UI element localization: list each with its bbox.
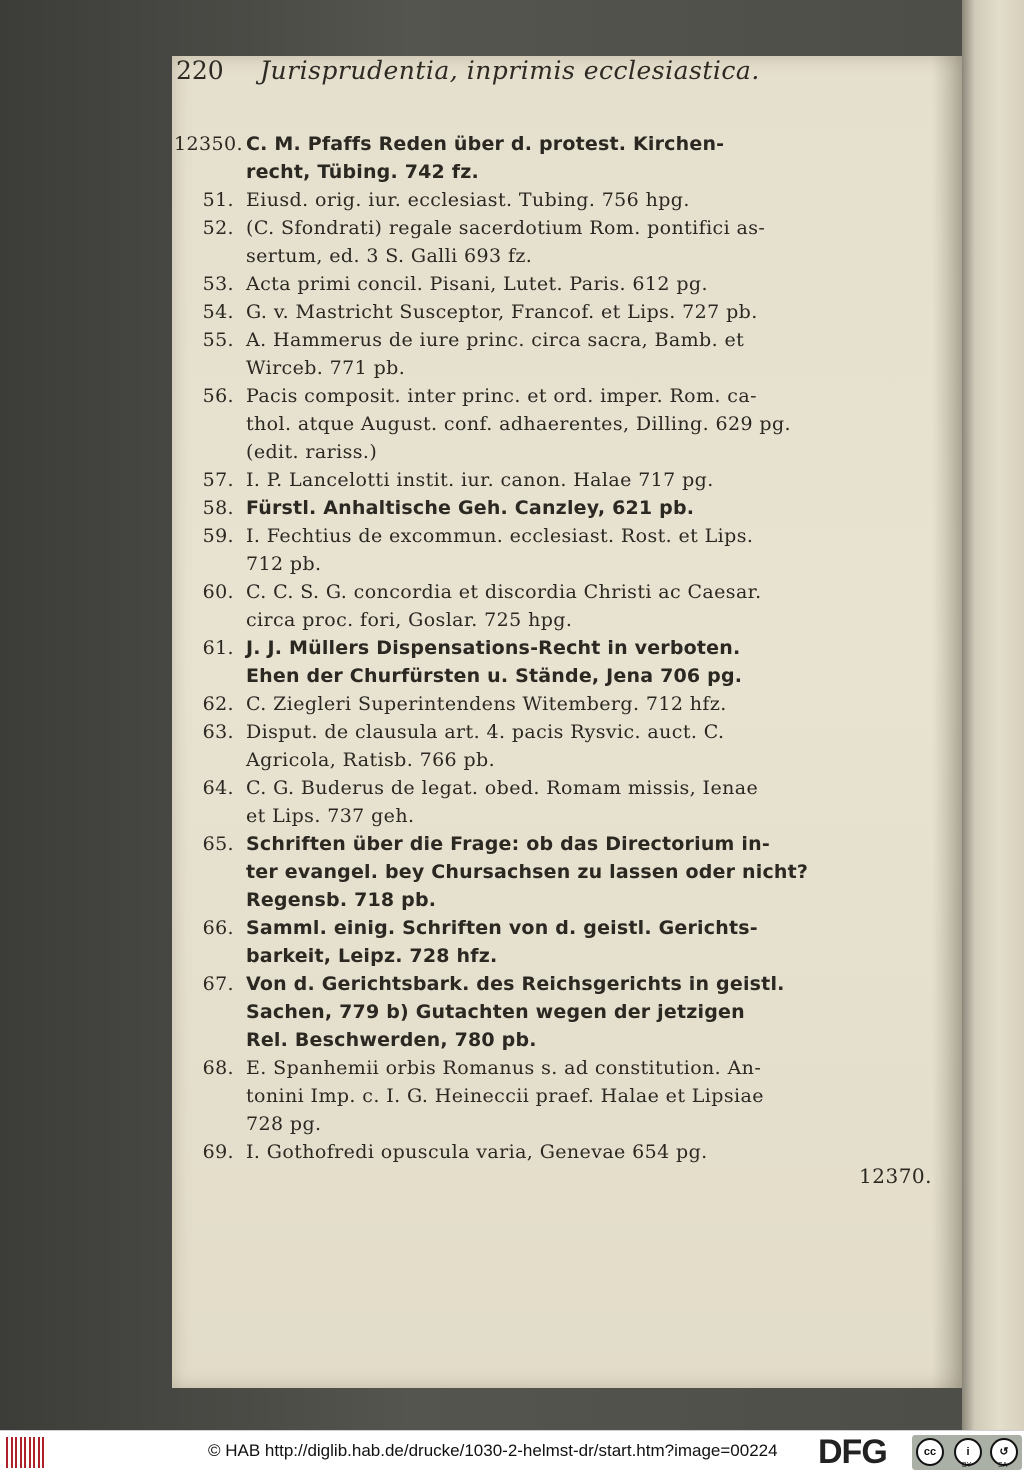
catalog-entry [174, 186, 934, 214]
entry-line: Regensb. 718 pb. [246, 889, 437, 911]
entry-number: 63. [202, 721, 234, 743]
hab-logo-icon [6, 1437, 46, 1468]
catalog-entry [174, 970, 934, 1054]
entry-line: ter evangel. bey Chursachsen zu lassen oder nicht? [246, 861, 809, 883]
catalog-entry [174, 270, 934, 298]
entry-number: 69. [202, 1141, 234, 1163]
entry-text [246, 578, 934, 634]
entry-line: G. v. Mastricht Susceptor, Francof. et Lips. 727 pb. [246, 301, 758, 323]
catalog-entry [174, 774, 934, 830]
entry-line: circa proc. fori, Goslar. 725 hpg. [246, 609, 573, 631]
entry-line: thol. atque August. conf. adhaerentes, Dilling. 629 pg. [246, 413, 791, 435]
entry-number: 52. [202, 217, 234, 239]
entry-line: et Lips. 737 geh. [246, 805, 415, 827]
catalog-entry [174, 578, 934, 634]
catalog-entry [174, 214, 934, 270]
entry-number: 64. [202, 777, 234, 799]
entry-number: 67. [202, 973, 234, 995]
entry-number: 53. [202, 273, 234, 295]
entry-line: C. G. Buderus de legat. obed. Romam missis, Ienae [246, 777, 759, 799]
entry-number: 54. [202, 301, 234, 323]
running-head [176, 56, 916, 96]
sa-label: SA [998, 1462, 1008, 1469]
dfg-logo: DFG [818, 1433, 887, 1471]
viewer-footer [0, 1430, 1024, 1474]
entry-number: 60. [202, 581, 234, 603]
entry-line: Ehen der Churfürsten u. Stände, Jena 706 pg. [246, 665, 743, 687]
catalog-entry [174, 830, 934, 914]
catalog-entry [174, 914, 934, 970]
entry-text [246, 466, 934, 494]
entry-text [246, 914, 934, 970]
by-label: BY [962, 1462, 972, 1469]
catalog-entry [174, 326, 934, 382]
entry-text [246, 830, 934, 914]
entry-line: Von d. Gerichtsbark. des Reichsgerichts in geistl. [246, 973, 785, 995]
entry-line: C. Ziegleri Superintendens Witemberg. 712 hfz. [246, 693, 727, 715]
catalog-entry [174, 690, 934, 718]
catalog-entry [174, 382, 934, 466]
entry-text [246, 970, 934, 1054]
entry-number: 62. [202, 693, 234, 715]
entry-line: C. M. Pfaffs Reden über d. protest. Kirchen- [246, 133, 725, 155]
by-icon: i [954, 1438, 982, 1466]
entry-line: Agricola, Ratisb. 766 pb. [246, 749, 496, 771]
entry-number: 68. [202, 1057, 234, 1079]
catalog-entry [174, 1054, 934, 1138]
entry-line: J. J. Müllers Dispensations-Recht in verboten. [246, 637, 741, 659]
entry-line: Schriften über die Frage: ob das Directorium in- [246, 833, 770, 855]
entry-line: tonini Imp. c. I. G. Heineccii praef. Halae et Lipsiae [246, 1085, 764, 1107]
entry-line: Fürstl. Anhaltische Geh. Canzley, 621 pb. [246, 497, 695, 519]
catalog-entry [174, 1138, 934, 1166]
entry-line: sertum, ed. 3 S. Galli 693 fz. [246, 245, 533, 267]
catalog-entry [174, 634, 934, 690]
entry-number: 58. [202, 497, 234, 519]
entry-line: (C. Sfondrati) regale sacerdotium Rom. pontifici as- [246, 217, 766, 239]
catalog-entry [174, 466, 934, 494]
entry-line: I. Fechtius de excommun. ecclesiast. Rost. et Lips. [246, 525, 754, 547]
entry-line: Pacis composit. inter princ. et ord. imper. Rom. ca- [246, 385, 757, 407]
entry-text [246, 718, 934, 774]
catchword: 12370. [859, 1164, 932, 1188]
entry-number: 65. [202, 833, 234, 855]
entry-text [246, 1138, 934, 1166]
entry-line: Samml. einig. Schriften von d. geistl. Gerichts- [246, 917, 758, 939]
entry-text [246, 298, 934, 326]
entry-line: Sachen, 779 b) Gutachten wegen der jetzigen [246, 1001, 745, 1023]
entry-line: Wirceb. 771 pb. [246, 357, 406, 379]
facing-page-edge [962, 0, 1024, 1430]
sa-icon: ↺ [990, 1438, 1018, 1466]
entry-line: Disput. de clausula art. 4. pacis Rysvic. auct. C. [246, 721, 725, 743]
entry-number: 57. [202, 469, 234, 491]
entry-number: 51. [202, 189, 234, 211]
entry-number: 55. [202, 329, 234, 351]
entry-number: 59. [202, 525, 234, 547]
entry-number: 12350. [174, 133, 243, 155]
entry-text [246, 130, 934, 186]
entry-text [246, 690, 934, 718]
entry-number: 61. [202, 637, 234, 659]
entry-line: (edit. rariss.) [246, 441, 378, 463]
source-credit-link[interactable]: © HAB http://diglib.hab.de/drucke/1030-2-helmst-dr/start.htm?image=00224 [208, 1441, 778, 1460]
entry-line: I. P. Lancelotti instit. iur. canon. Halae 717 pg. [246, 469, 714, 491]
page-number: 220 [176, 56, 224, 85]
catalog-entry [174, 718, 934, 774]
entry-line: Acta primi concil. Pisani, Lutet. Paris. 612 pg. [246, 273, 708, 295]
entry-text [246, 326, 934, 382]
entry-text [246, 522, 934, 578]
entry-line: barkeit, Leipz. 728 hfz. [246, 945, 498, 967]
entry-line: recht, Tübing. 742 fz. [246, 161, 479, 183]
entry-text [246, 494, 934, 522]
entry-line: C. C. S. G. concordia et discordia Christi ac Caesar. [246, 581, 762, 603]
entry-line: 728 pg. [246, 1113, 322, 1135]
entry-number: 66. [202, 917, 234, 939]
entry-line: Eiusd. orig. iur. ecclesiast. Tubing. 756 hpg. [246, 189, 690, 211]
entry-text [246, 1054, 934, 1138]
running-title: Jurisprudentia, inprimis ecclesiastica. [260, 56, 760, 85]
catalog-entry [174, 298, 934, 326]
entry-text [246, 270, 934, 298]
entry-line: Rel. Beschwerden, 780 pb. [246, 1029, 537, 1051]
catalog-entry [174, 130, 934, 186]
entry-text [246, 382, 934, 466]
entry-text [246, 186, 934, 214]
entry-line: A. Hammerus de iure princ. circa sacra, Bamb. et [246, 329, 745, 351]
license-badge[interactable] [912, 1435, 1022, 1470]
entry-line: I. Gothofredi opuscula varia, Genevae 654 pg. [246, 1141, 708, 1163]
catalog-entry [174, 522, 934, 578]
entry-number: 56. [202, 385, 234, 407]
catalog-entry [174, 494, 934, 522]
entry-line: 712 pb. [246, 553, 322, 575]
entry-line: E. Spanhemii orbis Romanus s. ad constitution. An- [246, 1057, 762, 1079]
cc-icon: cc [916, 1438, 944, 1466]
catalog-entries [174, 130, 934, 1166]
entry-text [246, 214, 934, 270]
entry-text [246, 774, 934, 830]
entry-text [246, 634, 934, 690]
